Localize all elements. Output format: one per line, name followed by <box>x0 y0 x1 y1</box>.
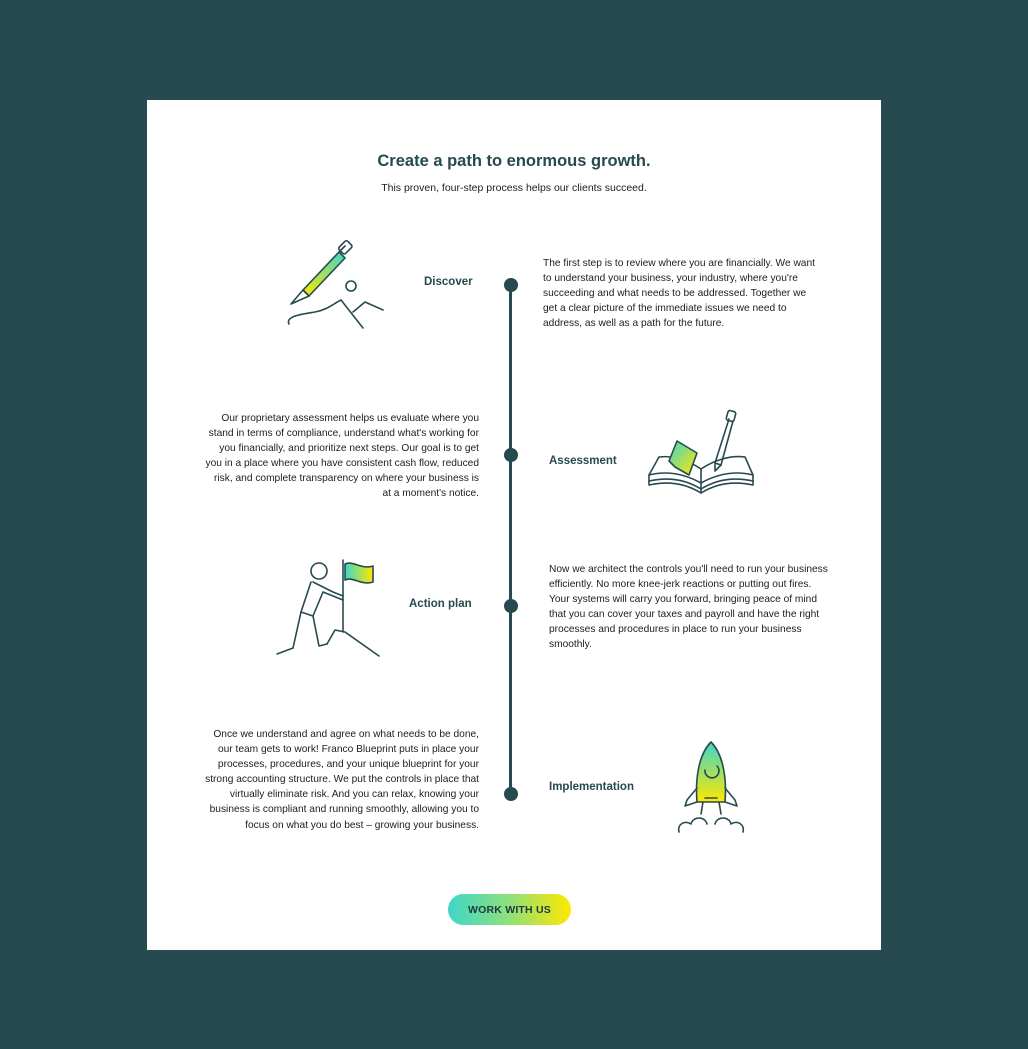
step-text-implementation: Once we understand and agree on what needs to be done, our team gets to work! Franco Blueprint puts in place your processes, procedures, and your unique blueprint for your strong accounting structure. We put the controls in place that virtually eliminate risk. And you can relax, knowing your business is compliant and running smoothly, allowing you to focus on what you do best – growing your business. <box>205 729 479 831</box>
timeline-dot-implementation <box>504 787 518 801</box>
open-book-icon <box>645 405 757 505</box>
step-label-discover: Discover <box>424 276 473 288</box>
timeline-dot-action-plan <box>504 599 518 613</box>
step-text-assessment: Our proprietary assessment helps us evaluate where you stand in terms of compliance, understand what's working for you financially, and prioritize next steps. Our goal is to get you in a place where you have consistent cash flow, reduced risk, and complete transparency on where your business is at a moment's notice. <box>205 413 479 500</box>
step-text-action-plan: Now we architect the controls you'll need to run your business efficiently. No more knee-jerk reactions or putting out fires. Your systems will carry you forward, bringing peace of mind that you can cover your taxes and payroll and have the right processes and procedures in place to run your business smoothly. <box>549 564 828 651</box>
timeline-dot-assessment <box>504 448 518 462</box>
step-label-implementation: Implementation <box>549 781 634 793</box>
step-label-assessment: Assessment <box>549 455 617 467</box>
step-label-action-plan: Action plan <box>409 598 472 610</box>
climber-flag-icon <box>273 556 383 660</box>
process-card <box>147 100 881 950</box>
timeline-dot-discover <box>504 278 518 292</box>
page-subtitle: This proven, four-step process helps our clients succeed. <box>381 182 647 194</box>
step-text-discover: The first step is to review where you are financially. We want to understand your business, your industry, where you're succeeding and what needs to be addressed. Together we get a clear picture of the immediate issues we need to address, as well as a path for the future. <box>543 258 815 330</box>
rocket-icon <box>675 740 747 836</box>
work-with-us-button[interactable]: WORK WITH US <box>448 894 571 925</box>
timeline-line <box>509 285 512 795</box>
page-title: Create a path to enormous growth. <box>377 152 651 170</box>
pencil-drawing-icon <box>283 238 389 334</box>
